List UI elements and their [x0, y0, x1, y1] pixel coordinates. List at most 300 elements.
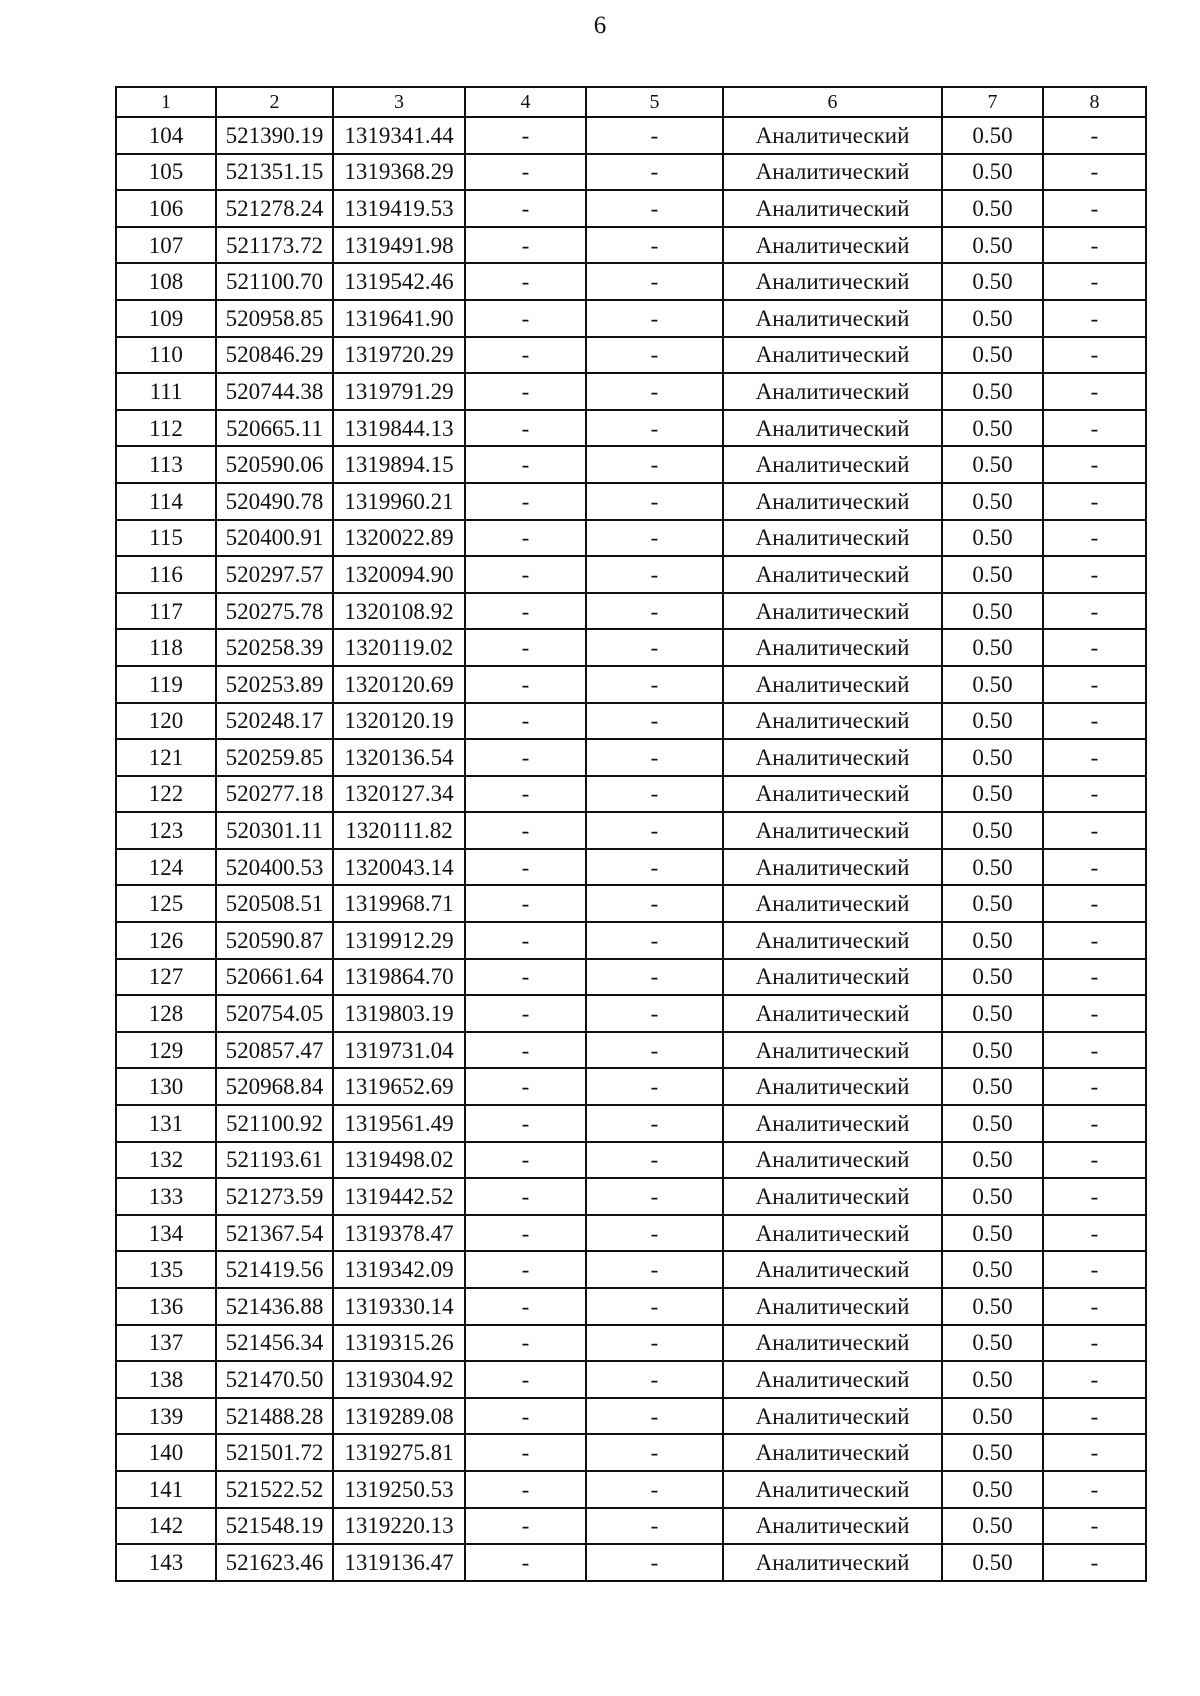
col-4-value-cell: - [465, 410, 586, 447]
col-8-value-cell: - [1043, 1251, 1146, 1288]
point-number-cell: 117 [116, 593, 216, 630]
y-coordinate-cell: 1319561.49 [333, 1105, 465, 1142]
y-coordinate-cell: 1319720.29 [333, 337, 465, 374]
col-8-value-cell: - [1043, 154, 1146, 191]
col-5-value-cell: - [586, 1178, 723, 1215]
y-coordinate-cell: 1319289.08 [333, 1398, 465, 1435]
col-8-value-cell: - [1043, 373, 1146, 410]
accuracy-cell: 0.50 [942, 373, 1043, 410]
x-coordinate-cell: 520297.57 [216, 556, 333, 593]
table-row [116, 446, 1146, 483]
x-coordinate-cell: 520846.29 [216, 337, 333, 374]
point-number-cell: 142 [116, 1508, 216, 1545]
col-8-value-cell: - [1043, 556, 1146, 593]
col-8-value-cell: - [1043, 410, 1146, 447]
column-header-2: 2 [216, 87, 333, 117]
accuracy-cell: 0.50 [942, 1178, 1043, 1215]
point-number-cell: 108 [116, 263, 216, 300]
col-5-value-cell: - [586, 1032, 723, 1069]
col-8-value-cell: - [1043, 1361, 1146, 1398]
point-number-cell: 115 [116, 520, 216, 557]
method-cell: Аналитический [723, 703, 942, 740]
table-header [116, 87, 1146, 117]
col-5-value-cell: - [586, 410, 723, 447]
x-coordinate-cell: 520400.53 [216, 849, 333, 886]
col-8-value-cell: - [1043, 1544, 1146, 1581]
table-row [116, 1325, 1146, 1362]
table-row [116, 117, 1146, 154]
method-cell: Аналитический [723, 812, 942, 849]
table-row [116, 300, 1146, 337]
col-4-value-cell: - [465, 1471, 586, 1508]
col-8-value-cell: - [1043, 593, 1146, 630]
col-5-value-cell: - [586, 666, 723, 703]
table-row [116, 154, 1146, 191]
column-header-7: 7 [942, 87, 1043, 117]
method-cell: Аналитический [723, 1105, 942, 1142]
col-8-value-cell: - [1043, 922, 1146, 959]
y-coordinate-cell: 1319542.46 [333, 263, 465, 300]
y-coordinate-cell: 1319912.29 [333, 922, 465, 959]
col-8-value-cell: - [1043, 1215, 1146, 1252]
col-4-value-cell: - [465, 629, 586, 666]
y-coordinate-cell: 1319960.21 [333, 483, 465, 520]
accuracy-cell: 0.50 [942, 1361, 1043, 1398]
accuracy-cell: 0.50 [942, 1251, 1043, 1288]
col-4-value-cell: - [465, 300, 586, 337]
col-5-value-cell: - [586, 520, 723, 557]
col-8-value-cell: - [1043, 1508, 1146, 1545]
method-cell: Аналитический [723, 1068, 942, 1105]
y-coordinate-cell: 1319220.13 [333, 1508, 465, 1545]
col-4-value-cell: - [465, 1361, 586, 1398]
x-coordinate-cell: 520301.11 [216, 812, 333, 849]
point-number-cell: 135 [116, 1251, 216, 1288]
col-4-value-cell: - [465, 1325, 586, 1362]
col-5-value-cell: - [586, 1361, 723, 1398]
col-4-value-cell: - [465, 666, 586, 703]
col-8-value-cell: - [1043, 666, 1146, 703]
col-4-value-cell: - [465, 373, 586, 410]
col-8-value-cell: - [1043, 849, 1146, 886]
x-coordinate-cell: 521351.15 [216, 154, 333, 191]
method-cell: Аналитический [723, 885, 942, 922]
col-5-value-cell: - [586, 1544, 723, 1581]
col-5-value-cell: - [586, 227, 723, 264]
table-row [116, 885, 1146, 922]
col-5-value-cell: - [586, 1105, 723, 1142]
point-number-cell: 134 [116, 1215, 216, 1252]
table-row [116, 959, 1146, 996]
accuracy-cell: 0.50 [942, 337, 1043, 374]
x-coordinate-cell: 520590.06 [216, 446, 333, 483]
col-4-value-cell: - [465, 849, 586, 886]
y-coordinate-cell: 1320119.02 [333, 629, 465, 666]
accuracy-cell: 0.50 [942, 117, 1043, 154]
method-cell: Аналитический [723, 1398, 942, 1435]
y-coordinate-cell: 1319844.13 [333, 410, 465, 447]
column-header-3: 3 [333, 87, 465, 117]
col-8-value-cell: - [1043, 1434, 1146, 1471]
x-coordinate-cell: 521100.70 [216, 263, 333, 300]
col-4-value-cell: - [465, 446, 586, 483]
point-number-cell: 136 [116, 1288, 216, 1325]
table-row [116, 1032, 1146, 1069]
method-cell: Аналитический [723, 995, 942, 1032]
col-8-value-cell: - [1043, 1325, 1146, 1362]
table-row [116, 410, 1146, 447]
col-4-value-cell: - [465, 703, 586, 740]
point-number-cell: 130 [116, 1068, 216, 1105]
coordinates-table [115, 86, 1147, 1582]
x-coordinate-cell: 521419.56 [216, 1251, 333, 1288]
col-5-value-cell: - [586, 995, 723, 1032]
accuracy-cell: 0.50 [942, 1471, 1043, 1508]
accuracy-cell: 0.50 [942, 1508, 1043, 1545]
col-5-value-cell: - [586, 776, 723, 813]
table-row [116, 1068, 1146, 1105]
table-row [116, 703, 1146, 740]
point-number-cell: 139 [116, 1398, 216, 1435]
col-8-value-cell: - [1043, 703, 1146, 740]
col-8-value-cell: - [1043, 776, 1146, 813]
col-8-value-cell: - [1043, 739, 1146, 776]
table-row [116, 1288, 1146, 1325]
table-row [116, 1142, 1146, 1179]
point-number-cell: 113 [116, 446, 216, 483]
accuracy-cell: 0.50 [942, 263, 1043, 300]
col-5-value-cell: - [586, 1251, 723, 1288]
col-5-value-cell: - [586, 190, 723, 227]
y-coordinate-cell: 1319136.47 [333, 1544, 465, 1581]
method-cell: Аналитический [723, 1215, 942, 1252]
point-number-cell: 137 [116, 1325, 216, 1362]
table-row [116, 1361, 1146, 1398]
point-number-cell: 124 [116, 849, 216, 886]
method-cell: Аналитический [723, 1361, 942, 1398]
x-coordinate-cell: 521501.72 [216, 1434, 333, 1471]
point-number-cell: 110 [116, 337, 216, 374]
col-5-value-cell: - [586, 1288, 723, 1325]
point-number-cell: 143 [116, 1544, 216, 1581]
point-number-cell: 132 [116, 1142, 216, 1179]
table-row [116, 520, 1146, 557]
accuracy-cell: 0.50 [942, 739, 1043, 776]
col-4-value-cell: - [465, 776, 586, 813]
method-cell: Аналитический [723, 337, 942, 374]
col-8-value-cell: - [1043, 885, 1146, 922]
x-coordinate-cell: 521436.88 [216, 1288, 333, 1325]
x-coordinate-cell: 520253.89 [216, 666, 333, 703]
col-4-value-cell: - [465, 154, 586, 191]
table-row [116, 995, 1146, 1032]
col-5-value-cell: - [586, 1215, 723, 1252]
accuracy-cell: 0.50 [942, 190, 1043, 227]
col-5-value-cell: - [586, 849, 723, 886]
accuracy-cell: 0.50 [942, 483, 1043, 520]
x-coordinate-cell: 520857.47 [216, 1032, 333, 1069]
x-coordinate-cell: 521173.72 [216, 227, 333, 264]
method-cell: Аналитический [723, 1325, 942, 1362]
point-number-cell: 118 [116, 629, 216, 666]
x-coordinate-cell: 520590.87 [216, 922, 333, 959]
col-8-value-cell: - [1043, 1398, 1146, 1435]
col-5-value-cell: - [586, 373, 723, 410]
col-8-value-cell: - [1043, 300, 1146, 337]
col-4-value-cell: - [465, 995, 586, 1032]
x-coordinate-cell: 520277.18 [216, 776, 333, 813]
table-row [116, 1251, 1146, 1288]
col-4-value-cell: - [465, 1251, 586, 1288]
method-cell: Аналитический [723, 410, 942, 447]
y-coordinate-cell: 1320108.92 [333, 593, 465, 630]
method-cell: Аналитический [723, 1032, 942, 1069]
col-5-value-cell: - [586, 154, 723, 191]
method-cell: Аналитический [723, 666, 942, 703]
accuracy-cell: 0.50 [942, 154, 1043, 191]
column-header-8: 8 [1043, 87, 1146, 117]
y-coordinate-cell: 1319419.53 [333, 190, 465, 227]
x-coordinate-cell: 521367.54 [216, 1215, 333, 1252]
point-number-cell: 107 [116, 227, 216, 264]
x-coordinate-cell: 520258.39 [216, 629, 333, 666]
col-4-value-cell: - [465, 1105, 586, 1142]
table-row [116, 373, 1146, 410]
x-coordinate-cell: 521100.92 [216, 1105, 333, 1142]
x-coordinate-cell: 520400.91 [216, 520, 333, 557]
col-4-value-cell: - [465, 922, 586, 959]
point-number-cell: 123 [116, 812, 216, 849]
x-coordinate-cell: 520508.51 [216, 885, 333, 922]
y-coordinate-cell: 1319378.47 [333, 1215, 465, 1252]
method-cell: Аналитический [723, 776, 942, 813]
col-4-value-cell: - [465, 190, 586, 227]
table-row [116, 1215, 1146, 1252]
point-number-cell: 120 [116, 703, 216, 740]
col-5-value-cell: - [586, 739, 723, 776]
x-coordinate-cell: 520744.38 [216, 373, 333, 410]
method-cell: Аналитический [723, 520, 942, 557]
method-cell: Аналитический [723, 117, 942, 154]
col-4-value-cell: - [465, 1288, 586, 1325]
point-number-cell: 111 [116, 373, 216, 410]
column-header-4: 4 [465, 87, 586, 117]
point-number-cell: 141 [116, 1471, 216, 1508]
method-cell: Аналитический [723, 629, 942, 666]
method-cell: Аналитический [723, 1544, 942, 1581]
col-5-value-cell: - [586, 959, 723, 996]
method-cell: Аналитический [723, 739, 942, 776]
col-5-value-cell: - [586, 263, 723, 300]
y-coordinate-cell: 1319368.29 [333, 154, 465, 191]
col-8-value-cell: - [1043, 629, 1146, 666]
accuracy-cell: 0.50 [942, 959, 1043, 996]
accuracy-cell: 0.50 [942, 666, 1043, 703]
point-number-cell: 122 [116, 776, 216, 813]
x-coordinate-cell: 521522.52 [216, 1471, 333, 1508]
y-coordinate-cell: 1319342.09 [333, 1251, 465, 1288]
col-8-value-cell: - [1043, 1068, 1146, 1105]
col-5-value-cell: - [586, 1325, 723, 1362]
header-row [116, 87, 1146, 117]
y-coordinate-cell: 1319275.81 [333, 1434, 465, 1471]
col-5-value-cell: - [586, 1471, 723, 1508]
accuracy-cell: 0.50 [942, 812, 1043, 849]
accuracy-cell: 0.50 [942, 885, 1043, 922]
method-cell: Аналитический [723, 446, 942, 483]
col-5-value-cell: - [586, 1142, 723, 1179]
x-coordinate-cell: 521273.59 [216, 1178, 333, 1215]
table-row [116, 739, 1146, 776]
method-cell: Аналитический [723, 922, 942, 959]
col-8-value-cell: - [1043, 1105, 1146, 1142]
y-coordinate-cell: 1319341.44 [333, 117, 465, 154]
x-coordinate-cell: 521548.19 [216, 1508, 333, 1545]
table-row [116, 629, 1146, 666]
y-coordinate-cell: 1319894.15 [333, 446, 465, 483]
point-number-cell: 106 [116, 190, 216, 227]
col-4-value-cell: - [465, 117, 586, 154]
point-number-cell: 109 [116, 300, 216, 337]
table-row [116, 812, 1146, 849]
y-coordinate-cell: 1320094.90 [333, 556, 465, 593]
col-8-value-cell: - [1043, 520, 1146, 557]
page-number: 6 [593, 12, 607, 39]
point-number-cell: 127 [116, 959, 216, 996]
y-coordinate-cell: 1319315.26 [333, 1325, 465, 1362]
accuracy-cell: 0.50 [942, 520, 1043, 557]
x-coordinate-cell: 520661.64 [216, 959, 333, 996]
table-row [116, 337, 1146, 374]
accuracy-cell: 0.50 [942, 849, 1043, 886]
col-4-value-cell: - [465, 483, 586, 520]
accuracy-cell: 0.50 [942, 629, 1043, 666]
y-coordinate-cell: 1319803.19 [333, 995, 465, 1032]
accuracy-cell: 0.50 [942, 1032, 1043, 1069]
y-coordinate-cell: 1319864.70 [333, 959, 465, 996]
method-cell: Аналитический [723, 1178, 942, 1215]
point-number-cell: 104 [116, 117, 216, 154]
x-coordinate-cell: 521193.61 [216, 1142, 333, 1179]
column-header-6: 6 [723, 87, 942, 117]
col-8-value-cell: - [1043, 263, 1146, 300]
col-4-value-cell: - [465, 1398, 586, 1435]
method-cell: Аналитический [723, 227, 942, 264]
accuracy-cell: 0.50 [942, 1544, 1043, 1581]
point-number-cell: 116 [116, 556, 216, 593]
col-8-value-cell: - [1043, 117, 1146, 154]
x-coordinate-cell: 520275.78 [216, 593, 333, 630]
x-coordinate-cell: 520259.85 [216, 739, 333, 776]
table-row [116, 263, 1146, 300]
col-8-value-cell: - [1043, 1471, 1146, 1508]
point-number-cell: 131 [116, 1105, 216, 1142]
col-4-value-cell: - [465, 1434, 586, 1471]
table-row [116, 483, 1146, 520]
accuracy-cell: 0.50 [942, 1215, 1043, 1252]
col-5-value-cell: - [586, 1508, 723, 1545]
col-5-value-cell: - [586, 446, 723, 483]
method-cell: Аналитический [723, 373, 942, 410]
col-5-value-cell: - [586, 1068, 723, 1105]
y-coordinate-cell: 1320111.82 [333, 812, 465, 849]
y-coordinate-cell: 1319498.02 [333, 1142, 465, 1179]
col-4-value-cell: - [465, 227, 586, 264]
table-row [116, 593, 1146, 630]
col-4-value-cell: - [465, 739, 586, 776]
method-cell: Аналитический [723, 959, 942, 996]
col-8-value-cell: - [1043, 227, 1146, 264]
x-coordinate-cell: 520665.11 [216, 410, 333, 447]
y-coordinate-cell: 1319250.53 [333, 1471, 465, 1508]
x-coordinate-cell: 521278.24 [216, 190, 333, 227]
col-4-value-cell: - [465, 1032, 586, 1069]
method-cell: Аналитический [723, 1471, 942, 1508]
accuracy-cell: 0.50 [942, 995, 1043, 1032]
x-coordinate-cell: 520968.84 [216, 1068, 333, 1105]
method-cell: Аналитический [723, 483, 942, 520]
col-4-value-cell: - [465, 556, 586, 593]
accuracy-cell: 0.50 [942, 300, 1043, 337]
col-8-value-cell: - [1043, 483, 1146, 520]
x-coordinate-cell: 521390.19 [216, 117, 333, 154]
y-coordinate-cell: 1320022.89 [333, 520, 465, 557]
method-cell: Аналитический [723, 1288, 942, 1325]
table-row [116, 1434, 1146, 1471]
point-number-cell: 140 [116, 1434, 216, 1471]
point-number-cell: 112 [116, 410, 216, 447]
method-cell: Аналитический [723, 263, 942, 300]
col-8-value-cell: - [1043, 1288, 1146, 1325]
column-header-1: 1 [116, 87, 216, 117]
method-cell: Аналитический [723, 593, 942, 630]
table-row [116, 1105, 1146, 1142]
method-cell: Аналитический [723, 556, 942, 593]
x-coordinate-cell: 520490.78 [216, 483, 333, 520]
point-number-cell: 114 [116, 483, 216, 520]
col-5-value-cell: - [586, 922, 723, 959]
x-coordinate-cell: 520754.05 [216, 995, 333, 1032]
method-cell: Аналитический [723, 190, 942, 227]
col-4-value-cell: - [465, 959, 586, 996]
accuracy-cell: 0.50 [942, 1398, 1043, 1435]
y-coordinate-cell: 1319652.69 [333, 1068, 465, 1105]
accuracy-cell: 0.50 [942, 1105, 1043, 1142]
accuracy-cell: 0.50 [942, 593, 1043, 630]
col-8-value-cell: - [1043, 812, 1146, 849]
col-8-value-cell: - [1043, 446, 1146, 483]
y-coordinate-cell: 1320120.69 [333, 666, 465, 703]
table-row [116, 1178, 1146, 1215]
y-coordinate-cell: 1319641.90 [333, 300, 465, 337]
col-8-value-cell: - [1043, 337, 1146, 374]
point-number-cell: 121 [116, 739, 216, 776]
col-4-value-cell: - [465, 520, 586, 557]
point-number-cell: 129 [116, 1032, 216, 1069]
col-5-value-cell: - [586, 1434, 723, 1471]
y-coordinate-cell: 1319968.71 [333, 885, 465, 922]
col-8-value-cell: - [1043, 959, 1146, 996]
method-cell: Аналитический [723, 1142, 942, 1179]
x-coordinate-cell: 521488.28 [216, 1398, 333, 1435]
x-coordinate-cell: 521470.50 [216, 1361, 333, 1398]
point-number-cell: 128 [116, 995, 216, 1032]
column-header-5: 5 [586, 87, 723, 117]
col-4-value-cell: - [465, 263, 586, 300]
col-4-value-cell: - [465, 1178, 586, 1215]
method-cell: Аналитический [723, 154, 942, 191]
col-5-value-cell: - [586, 1398, 723, 1435]
